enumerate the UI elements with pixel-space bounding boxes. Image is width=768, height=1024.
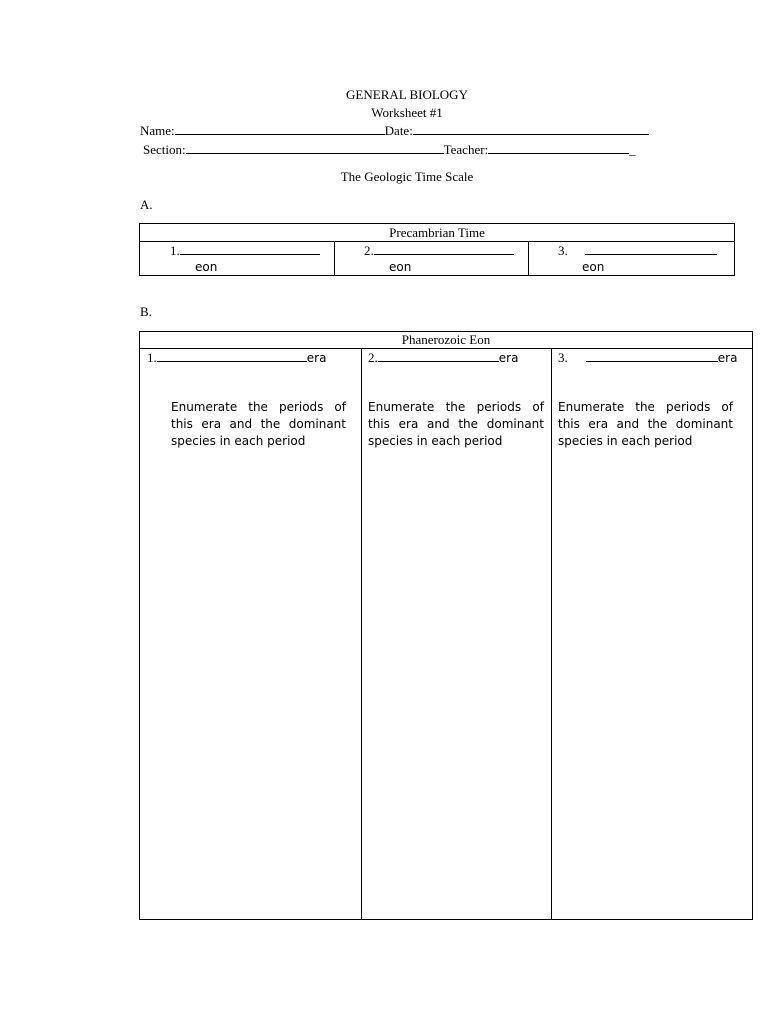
worksheet-title: GENERAL BIOLOGY [346,87,468,102]
precambrian-table-title: Precambrian Time [140,224,734,242]
part-a-label: A. [140,197,153,212]
date-label: Date: [384,123,413,138]
phanerozoic-table-title: Phanerozoic Eon [140,332,752,349]
teacher-field[interactable] [488,142,629,154]
eon-number: 2. [364,243,374,258]
era-prompt: Enumerate the periods of this era and the dominant species in each period [558,400,733,448]
eon-suffix: eon [195,260,218,274]
name-field[interactable] [175,123,385,135]
eon-blank-2[interactable] [374,243,514,255]
era-suffix: era [717,351,738,365]
name-date-row [140,123,649,139]
teacher-label: Teacher: [443,142,489,157]
section-heading: The Geologic Time Scale [340,169,474,184]
teacher-trailing-mark: _ [629,142,636,157]
eon-number: 3. [558,243,568,258]
era-number: 1. [147,350,157,365]
era-suffix: era [306,351,327,365]
eon-blank-1[interactable] [180,243,320,255]
section-teacher-row [143,142,636,158]
eon-cell-2 [334,241,528,276]
era-prompt: Enumerate the periods of this era and the dominant species in each period [171,400,346,448]
eon-suffix: eon [582,260,605,274]
phanerozoic-table [139,331,753,920]
part-b-label: B. [140,304,152,319]
era-cell-2 [361,348,551,919]
era-cell-3 [551,348,752,919]
era-suffix: era [498,351,519,365]
era-number: 2. [368,350,378,365]
eon-blank-3[interactable] [585,243,717,255]
eon-number: 1. [170,243,180,258]
name-label: Name: [140,123,175,138]
section-field[interactable] [186,142,444,154]
era-cell-1 [140,348,361,919]
worksheet-subtitle: Worksheet #1 [371,105,443,120]
era-blank-1[interactable] [157,350,307,362]
era-blank-3[interactable] [586,350,718,362]
era-prompt: Enumerate the periods of this era and the dominant species in each period [368,400,544,448]
eon-cell-1 [140,241,334,276]
era-number: 3. [558,350,568,365]
date-field[interactable] [413,123,649,135]
eon-cell-3 [528,241,735,276]
precambrian-table [139,223,735,276]
eon-suffix: eon [389,260,412,274]
section-label: Section: [143,142,186,157]
era-blank-2[interactable] [378,350,499,362]
